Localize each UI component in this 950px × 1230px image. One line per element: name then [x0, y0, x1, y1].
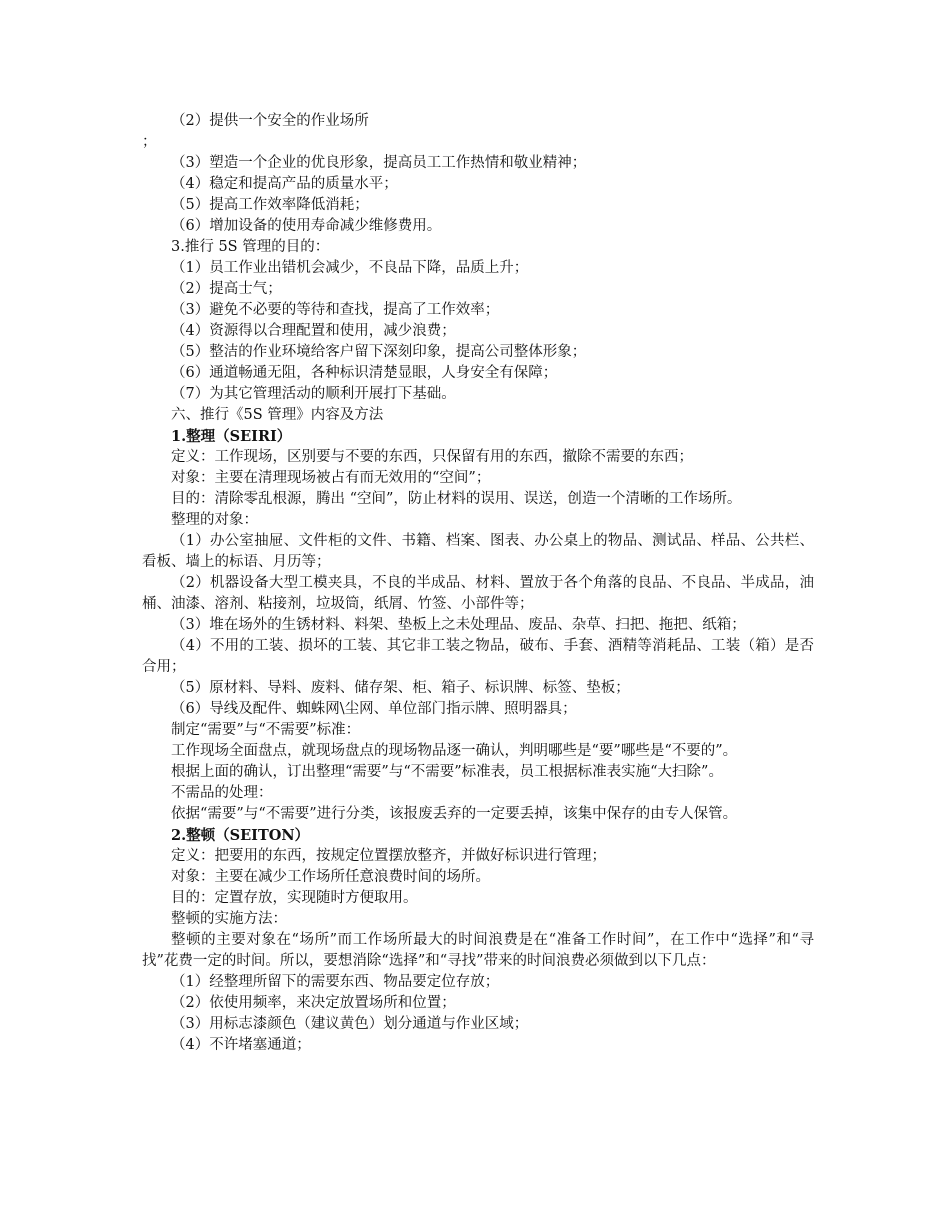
text-line: （3）避免不必要的等待和查找，提高了工作效率； [171, 302, 500, 318]
text-line: （2）提供一个安全的作业场所 [171, 113, 369, 129]
section-heading: 六、推行《5S 管理》内容及方法 [171, 407, 384, 423]
text-line: 整顿的实施方法： [171, 911, 287, 927]
text-line: 整理的对象： [171, 512, 258, 528]
text-line: （2）提高士气； [171, 281, 282, 297]
text-line: （2）依使用频率，来决定放置场所和位置； [171, 995, 456, 1011]
document-page [142, 111, 814, 1056]
paragraph: （1）办公室抽屉、文件柜的文件、书籍、档案、图表、办公桌上的物品、测试品、样品、公共栏、看板、墙上的标语、月历等； [142, 533, 814, 570]
text-line: ； [142, 134, 157, 150]
text-line: （5）提高工作效率降低消耗； [171, 197, 369, 213]
text-line: 定义：把要用的东西，按规定位置摆放整齐，并做好标识进行管理； [171, 848, 606, 864]
text-line: （3）用标志漆颜色（建议黄色）划分通道与作业区域； [171, 1016, 529, 1032]
text-line: 定义：工作现场，区别要与不要的东西，只保留有用的东西，撤除不需要的东西； [171, 449, 693, 465]
text-line: （5）整洁的作业环境给客户留下深刻印象，提高公司整体形象； [171, 344, 587, 360]
text-line: 对象：主要在减少工作场所任意浪费时间的场所。 [171, 869, 490, 885]
text-line: （4）资源得以合理配置和使用，减少浪费； [171, 323, 456, 339]
text-line: （1）员工作业出错机会减少，不良品下降，品质上升； [171, 260, 529, 276]
text-line: （3）塑造一个企业的优良形象，提高员工工作热情和敬业精神； [171, 155, 587, 171]
text-line: 目的：清除零乱根源，腾出 “空间”，防止材料的误用、误送，创造一个清晰的工作场所。 [171, 491, 742, 507]
paragraph: （2）机器设备大型工模夹具，不良的半成品、材料、置放于各个角落的良品、不良品、半成品，油桶、油漆、溶剂、粘接剂，垃圾筒，纸屑、竹签、小部件等； [142, 575, 814, 612]
text-line: （6）导线及配件、蜘蛛网\尘网、单位部门指示牌、照明器具； [171, 701, 577, 717]
text-line: （6）通道畅通无阻，各种标识清楚显眼，人身安全有保障； [171, 365, 558, 381]
text-line: （4）不许堵塞通道； [171, 1037, 311, 1053]
paragraph: 依据“需要”与“不需要”进行分类，该报废丢弃的一定要丢掉，该集中保存的由专人保管。 [171, 806, 738, 822]
text-line: （1）经整理所留下的需要东西、物品要定位存放； [171, 974, 500, 990]
paragraph: 整顿的主要对象在“场所”而工作场所最大的时间浪费是在“准备工作时间”，在工作中“选择”和“寻找”花费一定的时间。所以，要想消除“选择”和“寻找”带来的时间浪费必须做到以下几点： [142, 932, 814, 969]
text-line: 目的：定置存放，实现随时方便取用。 [171, 890, 418, 906]
text-line: （5）原材料、导料、废料、储存架、柜、箱子、标识牌、标签、垫板； [171, 680, 630, 696]
subsection-heading: 1.整理（SEIRI） [171, 428, 292, 445]
section-heading: 3.推行 5S 管理的目的： [171, 239, 330, 255]
text-line: （3）堆在场外的生锈材料、料架、垫板上之未处理品、废品、杂草、扫把、拖把、纸箱； [171, 617, 746, 633]
text-line: （7）为其它管理活动的顺利开展打下基础。 [171, 386, 456, 402]
text-line: （6）增加设备的使用寿命减少维修费用。 [171, 218, 442, 234]
paragraph: （4）不用的工装、损坏的工装、其它非工装之物品，破布、手套、酒精等消耗品、工装（箱）是否合用； [142, 638, 814, 675]
text-line: 工作现场全面盘点，就现场盘点的现场物品逐一确认，判明哪些是“要”哪些是“不要的”。 [171, 743, 738, 759]
text-line: 对象：主要在清理现场被占有而无效用的“空间”； [171, 470, 491, 486]
text-line: （4）稳定和提高产品的质量水平； [171, 176, 398, 192]
text-line: 根据上面的确认，订出整理“需要”与“不需要”标准表，员工根据标准表实施“大扫除”。 [171, 764, 723, 780]
text-line: 不需品的处理： [171, 785, 273, 801]
subsection-heading: 2.整顿（SEITON） [171, 827, 310, 844]
text-line: 制定“需要”与“不需要”标准： [171, 722, 361, 738]
